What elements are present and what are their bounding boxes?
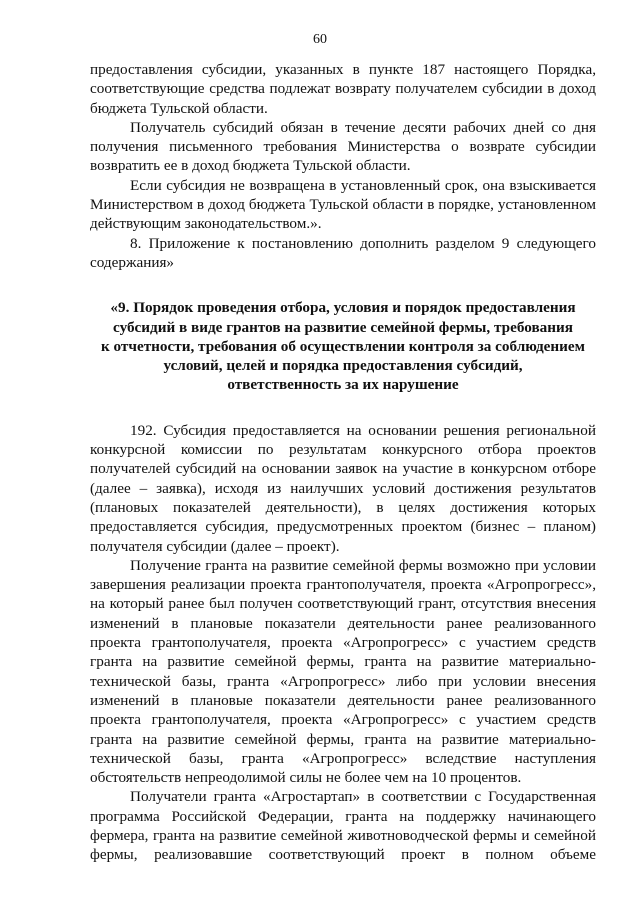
top-paragraphs [90,60,596,272]
section-heading-line: субсидий в виде грантов на развитие семейной фермы, требования [113,318,573,336]
paragraph-family-farm-grant: Получение гранта на развитие семейной фермы возможно при условии завершения реализации проекта грантополучателя, проекта «Агропрогресс», на который ранее был получен соответствующий грант, отсутствия внесения изменений в плановые показатели деятельности ранее реализованного проекта грантополучателя, проекта «Агропрогресс» с участием средств гранта на развитие семейной фермы, гранта на развитие материально-технической базы, гранта «Агропрогресс» либо при условии внесения изменений в плановые показатели деятельности ранее реализованного проекта грантополучателя, проекта «Агропрогресс» с участием средств гранта на развитие семейной фермы, гранта на развитие материально-технической базы, гранта «Агропрогресс» вследствие наступления обстоятельств непреодолимой силы не более чем на 10 процентов. [90,556,596,787]
body-paragraphs [90,421,596,865]
section-heading-line: «9. Порядок проведения отбора, условия и порядок предоставления [110,299,576,317]
paragraph-192: 192. Субсидия предоставляется на основании решения региональной конкурсной комиссии по результатам конкурсного отбора проектов получателей субсидий на основании заявок на участие в конкурсном отборе (далее – заявка), исходя из наилучших условий достижения результатов (плановых показателей деятельности), в целях достижения которых предоставляется субсидия, предусмотренных проектом (бизнес – планом) получателя субсидии (далее – проект). [90,421,596,555]
paragraph-recipient-obligation: Получатель субсидий обязан в течение десяти рабочих дней со дня получения письменного требования Министерства о возврате субсидии возвратить ее в доход бюджета Тульской области. [90,118,596,175]
document-body [90,60,596,865]
section-heading-line: к отчетности, требования об осуществлении контроля за соблюдением [100,337,585,355]
paragraph-amendment: 8. Приложение к постановлению дополнить разделом 9 следующего содержания» [90,234,596,271]
paragraph-subsidy-return: предоставления субсидии, указанных в пункте 187 настоящего Порядка, соответствующие средства подлежат возврату получателем субсидии в доход бюджета Тульской области. [90,61,596,117]
section-heading-line: условий, целей и порядка предоставления субсидий, [163,357,523,375]
section-heading-line: ответственность за их нарушение [227,376,459,394]
paragraph-recovery: Если субсидия не возвращена в установленный срок, она взыскивается Министерством в доход бюджета Тульской области в порядке, установленном действующим законодательством.». [90,176,596,233]
paragraph-agrostartup-recipients: Получатели гранта «Агростартап» в соответствии с Государственная программа Российской Федерации, гранта на поддержку начинающего фермера, гранта на развитие семейной животноводческой фермы и семейной фермы, реализовавшие соответствующий проект в полном объеме [90,788,596,864]
page-number: 60 [313,32,327,47]
section-heading [90,298,596,394]
